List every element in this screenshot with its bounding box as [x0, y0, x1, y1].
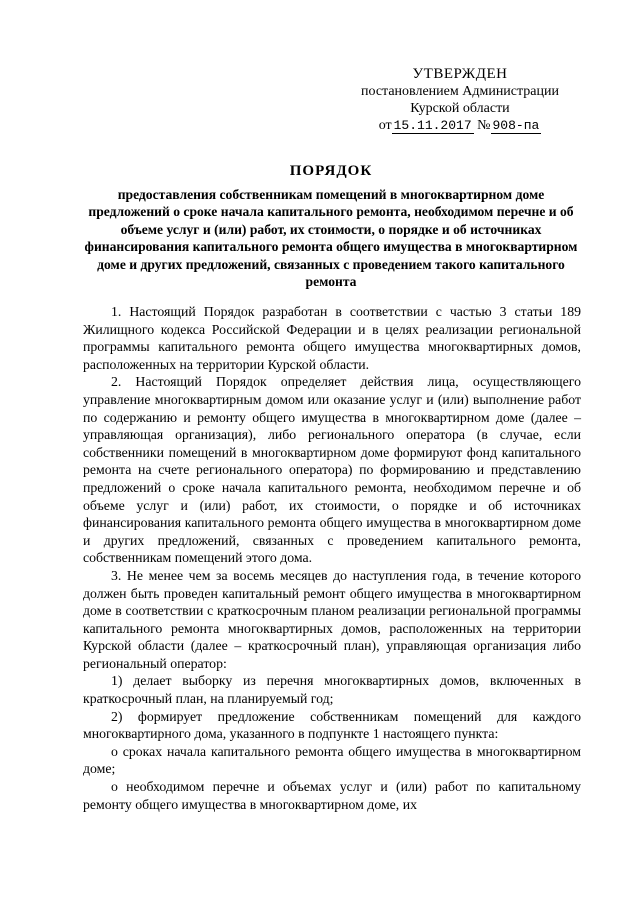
paragraph-3: 3. Не менее чем за восемь месяцев до наступления года, в течение которого должен быть проведен капитальный ремонт общего имущества в многоквартирном доме в соответствии с краткосрочным планом реализации региональной программы капитального ремонта многоквартирных домов, расположенных на территории Курской области (далее – краткосрочный план), управляющая организация либо региональный оператор: — [83, 567, 581, 671]
bullet-scope: о необходимом перечне и объемах услуг и (или) работ по капитальному ремонту общего имущества в многоквартирном доме, их — [83, 779, 581, 812]
bullet-deadlines: о сроках начала капитального ремонта общего имущества в многоквартирном доме; — [83, 743, 581, 777]
approval-number: 908-па — [492, 118, 540, 133]
paragraph-2: 2. Настоящий Порядок определяет действия лица, осуществляющего управление многоквартирным домом или оказание услуг и (или) выполнение работ по содержанию и ремонту общего имущества в многоквартирном доме (далее – управляющая организация), либо регионального оператора (в случае, если собственники помещений в многоквартирном доме формируют фонд капитального ремонта на счете регионального оператора) по формированию и представлению предложений о сроке начала капитального ремонта, необходимом перечне и об объеме услуг и (или) работ, их стоимости, о порядке и об источниках финансирования капитального ремонта общего имущества в многоквартирном доме и других предложений, связанных с проведением капитального ремонта, собственникам помещений этого дома. — [83, 374, 581, 566]
document-title: ПОРЯДОК — [289, 163, 373, 179]
number-prefix: № — [477, 118, 491, 133]
paragraph-1: 1. Настоящий Порядок разработан в соответствии с частью 3 статьи 189 Жилищного кодекса Российской Федерации и в целях реализации региональной программы капитального ремонта общего имущества многоквартирных домов, расположенных на территории Курской области. — [83, 304, 581, 372]
approval-line-1: постановлением Администрации — [361, 84, 559, 99]
approval-date-line — [340, 117, 580, 134]
document-subtitle: предоставления собственникам помещений в многоквартирном доме предложений о сроке начала капитального ремонта, необходимом перечне и об объеме услуг и (или) работ, их стоимости, о порядке и об источниках финансирования капитального ремонта общего имущества в многоквартирном доме и других предложений, связанных с проведением такого капитального ремонта — [84, 187, 578, 290]
approval-title: УТВЕРЖДЕН — [412, 66, 508, 82]
approval-stamp — [340, 66, 580, 134]
approval-line-2: Курской области — [410, 101, 510, 116]
document-body — [83, 303, 581, 813]
date-prefix: от — [378, 118, 392, 133]
subitem-1: 1) делает выборку из перечня многоквартирных домов, включенных в краткосрочный план, на планируемый год; — [83, 673, 581, 707]
subitem-2: 2) формирует предложение собственникам помещений для каждого многоквартирного дома, указанного в подпункте 1 настоящего пункта: — [83, 708, 581, 742]
document-heading — [80, 163, 582, 290]
approval-date: 15.11.2017 — [393, 118, 472, 133]
